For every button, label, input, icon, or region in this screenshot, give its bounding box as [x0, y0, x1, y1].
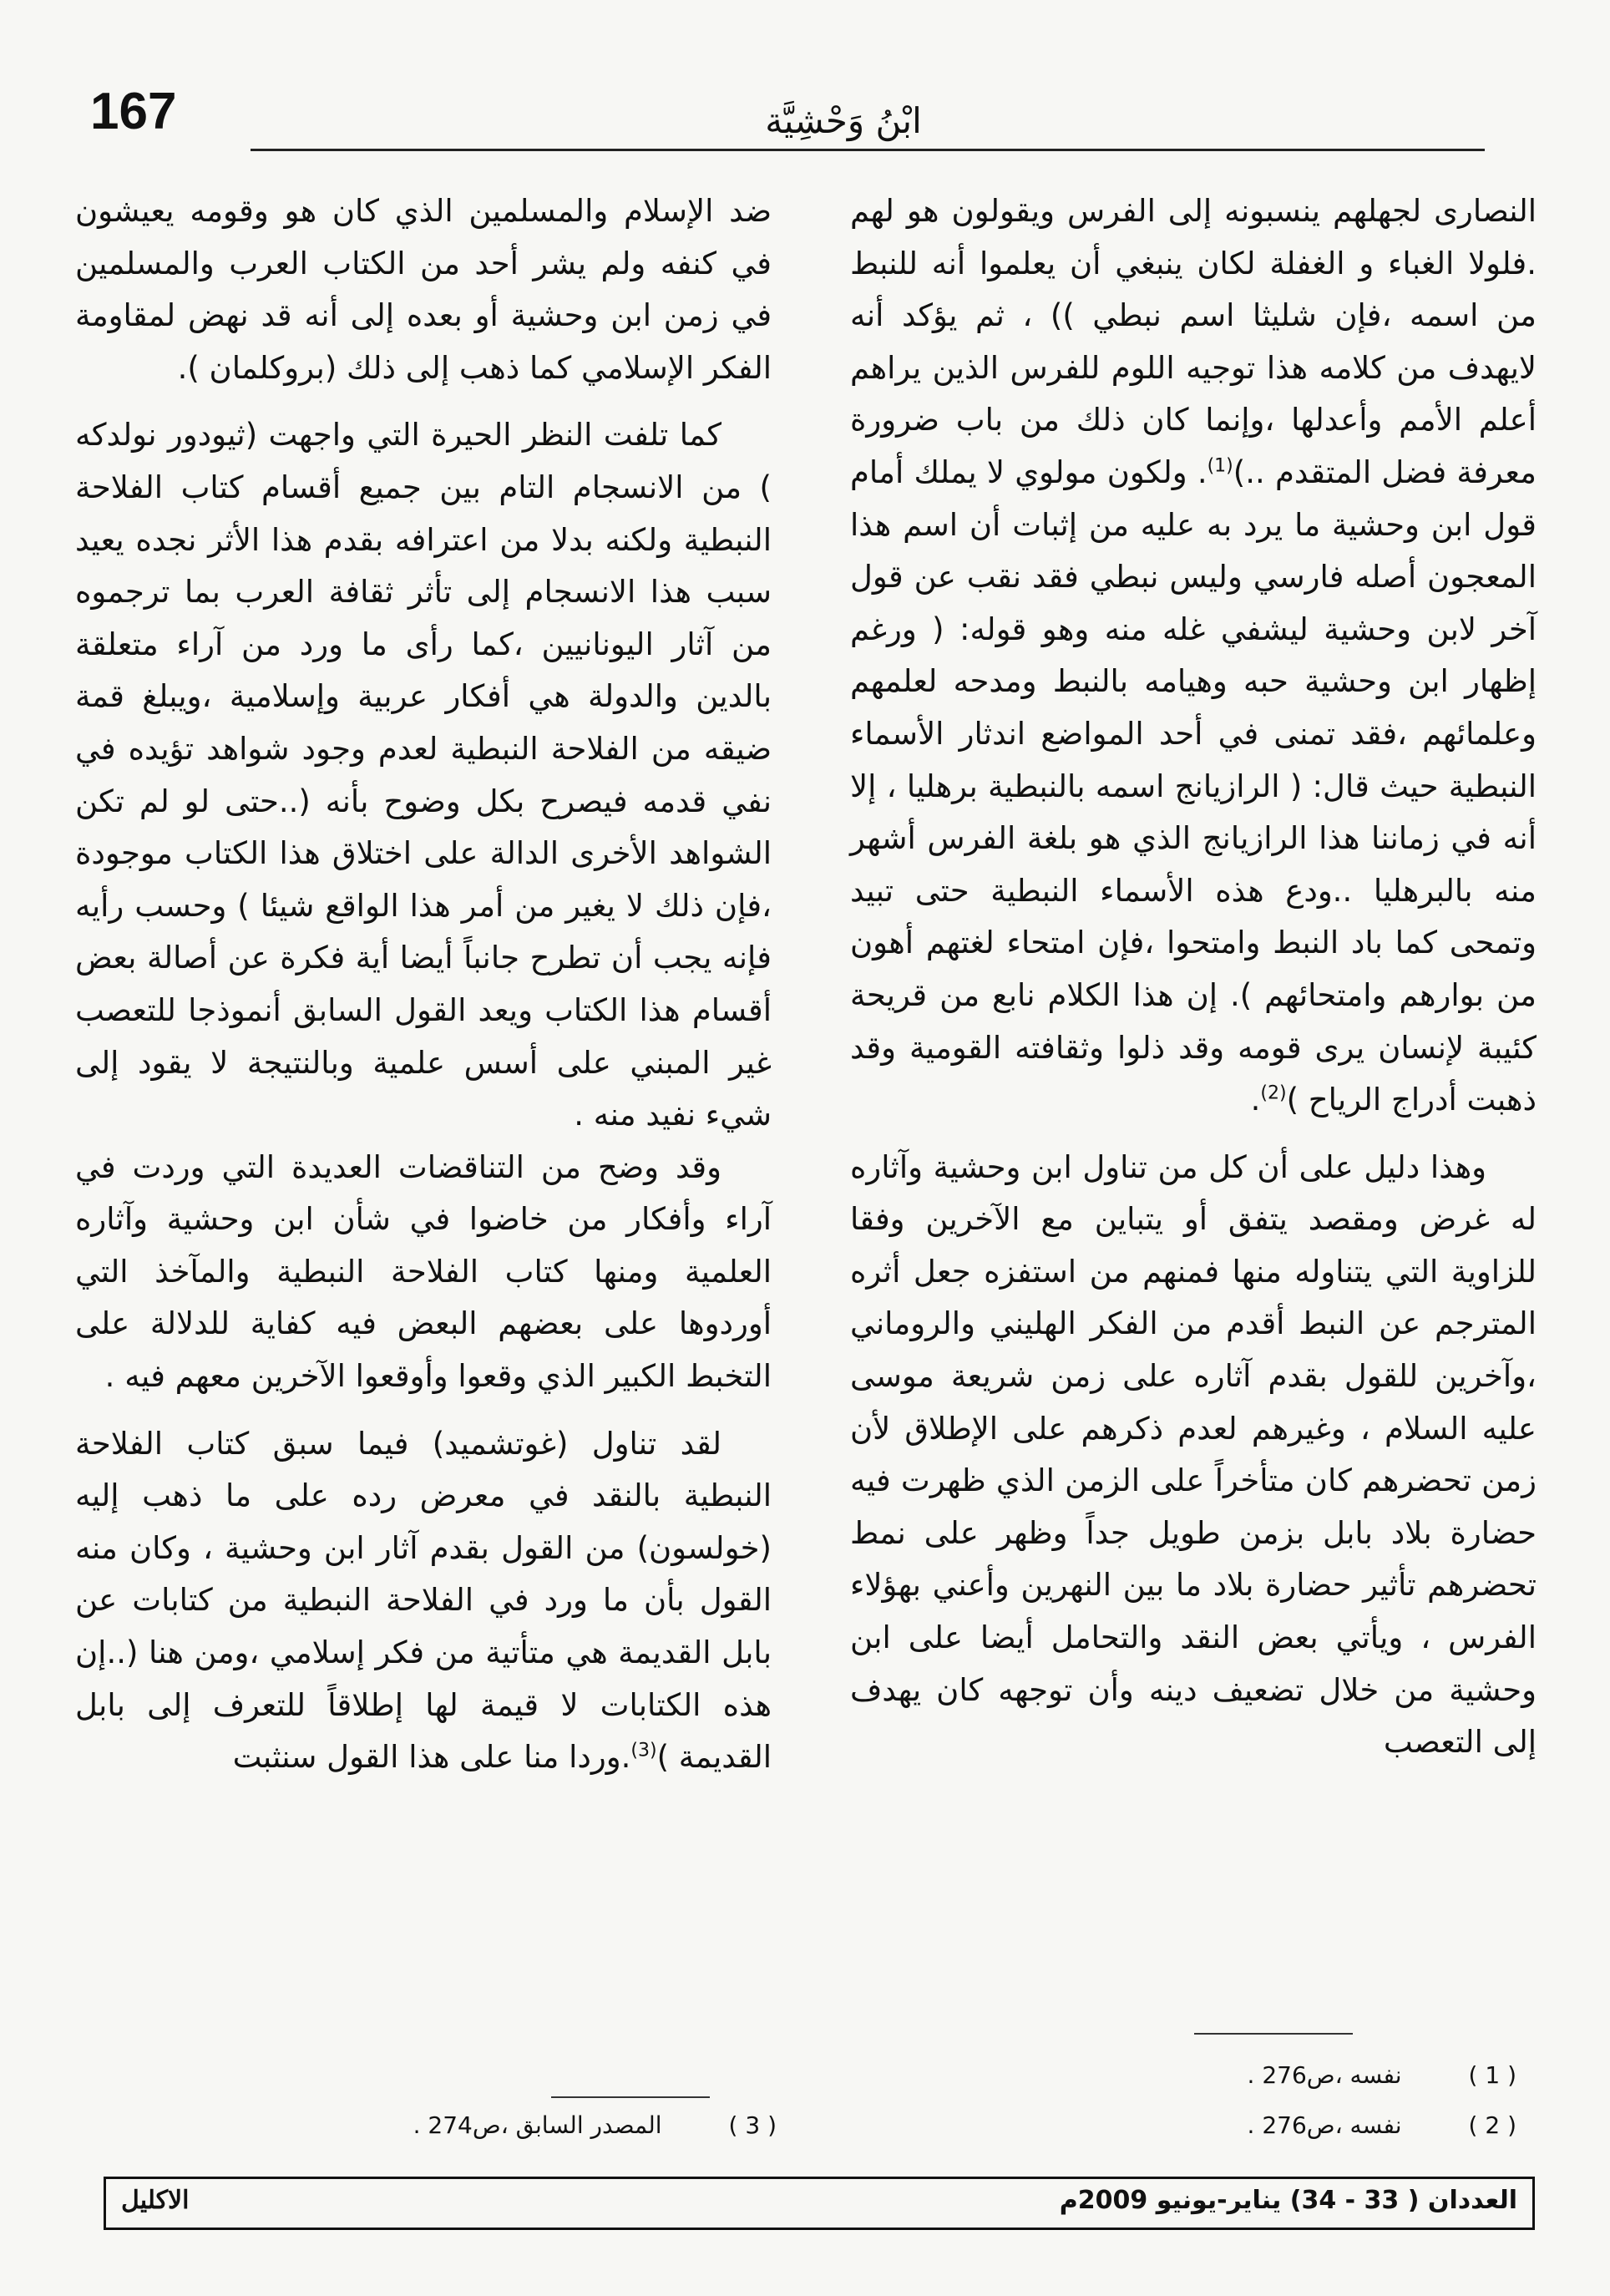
footnote-rule [1194, 2033, 1353, 2035]
paragraph-text: النصارى لجهلهم ينسبونه إلى الفرس ويقولون هو لهم .فلولا الغباء و الغفلة لكان ينبغي أن يعلموا أنه للنبط من اسمه ،فإن شليثا اسم نبطي )) ، ثم يؤكد أنه لايهدف من كلامه هذا توجيه اللوم للفرس الذين يراهم أعلم الأمم وأعدلها ،وإنما كان ذلك من باب ضرورة معرفة فضل المتقدم ..) [850, 193, 1537, 490]
paragraph-text: . ولكون مولوي لا يملك أمام قول ابن وحشية ما يرد به عليه من إثبات أن اسم هذا المعجون أصله فارسي وليس نبطي فقد نقب عن قول آخر لابن وحشية ليشفي غله منه وهو قوله: ( ورغم إظهار ابن وحشية حبه وهيامه بالنبط ومدحه لعلمهم وعلمائهم ،فقد تمنى في أحد المواضع اندثار الأسماء النبطية حيث قال: ( الرازيانج اسمه بالنبطية برهليا ، إلا أنه في زماننا هذا الرازيانج الذي هو بلغة الفرس أشهر منه بالبرهليا ..ودع هذه الأسماء النبطية حتى تبيد وتمحى كما باد النبط وامتحوا ،فإن امتحاء لغتهم أهون من بوارهم وامتحائهم ). إن هذا الكلام نابع من قريحة كئيبة لإنسان يرى قومه وقد ذلوا وثقافته القومية وقد ذهبت أدراج الرياح ) [850, 454, 1537, 1118]
footnote-number: ( 2 ) [1468, 2111, 1516, 2139]
header-rule [251, 149, 1485, 151]
journal-logo: الاكليل [121, 2186, 190, 2215]
right-column [850, 185, 1537, 1769]
footnote-number: ( 1 ) [1468, 2061, 1516, 2089]
paragraph: وهذا دليل على أن كل من تناول ابن وحشية وآثاره له غرض ومقصد يتفق أو يتباين مع الآخرين وفقا للزاوية التي يتناوله منها فمنهم من استفزه جعل أثره المترجم عن النبط أقدم من الفكر الهليني والروماني ،وآخرين للقول بقدم آثاره على زمن شريعة موسى عليه السلام ، وغيرهم لعدم ذكرهم على الإطلاق لأن زمن تحضرهم كان متأخراً على الزمن الذي ظهرت فيه حضارة بلاد بابل بزمن طويل جداً وظهر على نمط تحضرهم تأثير حضارة بلاد ما بين النهرين وأعني بهؤلاء الفرس ، ويأتي بعض النقد والتحامل أيضا على ابن وحشية من خلال تضعيف دينه وأن توجهه كان يهدف إلى التعصب [850, 1148, 1537, 1761]
footer-bar [104, 2177, 1535, 2230]
paragraph-text: لقد تناول (غوتشميد) فيما سبق كتاب الفلاحة النبطية بالنقد في معرض رده على ما ذهب إليه (خولسون) من القول بقدم آثار ابن وحشية ، وكان منه القول بأن ما ورد في الفلاحة النبطية من كتابات عن بابل القديمة هي متأتية من فكر إسلامي ،ومن هنا (..إن هذه الكتابات لا قيمة لها إطلاقاً للتعرف إلى بابل القديمة ) [75, 1425, 772, 1776]
footnote-ref-3[interactable]: (3) [630, 1740, 657, 1761]
footnote-text: نفسه ،ص276 . [1247, 2061, 1402, 2089]
footnote-3 [413, 2111, 777, 2139]
footnote-2 [1248, 2111, 1517, 2139]
paragraph-text: . [1250, 1082, 1261, 1118]
footnote-ref-2[interactable]: (2) [1260, 1082, 1287, 1104]
left-column [75, 185, 772, 1784]
paragraph [850, 185, 1537, 1127]
paragraph-text: .وردا منا على هذا القول سنثبت [232, 1739, 631, 1776]
footnote-1 [1248, 2061, 1517, 2089]
page-number: 167 [90, 83, 177, 140]
footnote-ref-1[interactable]: (1) [1207, 455, 1233, 477]
issue-label: العددان ( 33 - 34) يناير-يونيو 2009م [1059, 2186, 1517, 2215]
paragraph: وقد وضح من التناقضات العديدة التي وردت في آراء وأفكار من خاضوا في شأن ابن وحشية وآثاره العلمية ومنها كتاب الفلاحة النبطية والمآخذ التي أوردوها على بعضهم البعض فيه كفاية للدلالة على التخبط الكبير الذي وقعوا وأوقعوا الآخرين معهم فيه . [75, 1148, 772, 1395]
footnote-number: ( 3 ) [728, 2111, 777, 2139]
paragraph: كما تلفت النظر الحيرة التي واجهت (ثيودور نولدكه ) من الانسجام التام بين جميع أقسام كتاب الفلاحة النبطية ولكنه بدلا من اعترافه بقدم هذا الأثر نجده يعيد سبب هذا الانسجام إلى تأثر ثقافة العرب بما ترجموه من آثار اليونانيين ،كما رأى ما ورد من آراء متعلقة بالدين والدولة هي أفكار عربية وإسلامية ،ويبلغ قمة ضيقه من الفلاحة النبطية لعدم وجود شواهد تؤيده في نفي قدمه فيصرح بكل وضوح بأنه (..حتى لو لم تكن الشواهد الأخرى الدالة على اختلاق هذا الكتاب موجودة ،فإن ذلك لا يغير من أمر هذا الواقع شيئا ) وحسب رأيه فإنه يجب أن تطرح جانباً أيضا أية فكرة عن أصالة بعض أقسام هذا الكتاب ويعد القول السابق أنموذجا للتعصب غير المبني على أسس علمية وبالنتيجة لا يقود إلى شيء نفيد منه . [75, 417, 772, 1133]
running-title: ابْنُ وَحْشِيَّة [765, 100, 922, 141]
footnote-text: نفسه ،ص276 . [1247, 2111, 1402, 2139]
footnote-text: المصدر السابق ،ص274 . [413, 2111, 662, 2139]
paragraph [75, 1418, 772, 1784]
footnote-rule [551, 2096, 710, 2098]
paragraph: ضد الإسلام والمسلمين الذي كان هو وقومه يعيشون في كنفه ولم يشر أحد من الكتاب العرب والمسلمين في زمن ابن وحشية أو بعده إلى أنه قد نهض لمقاومة الفكر الإسلامي كما ذهب إلى ذلك (بروكلمان ). [75, 193, 772, 386]
